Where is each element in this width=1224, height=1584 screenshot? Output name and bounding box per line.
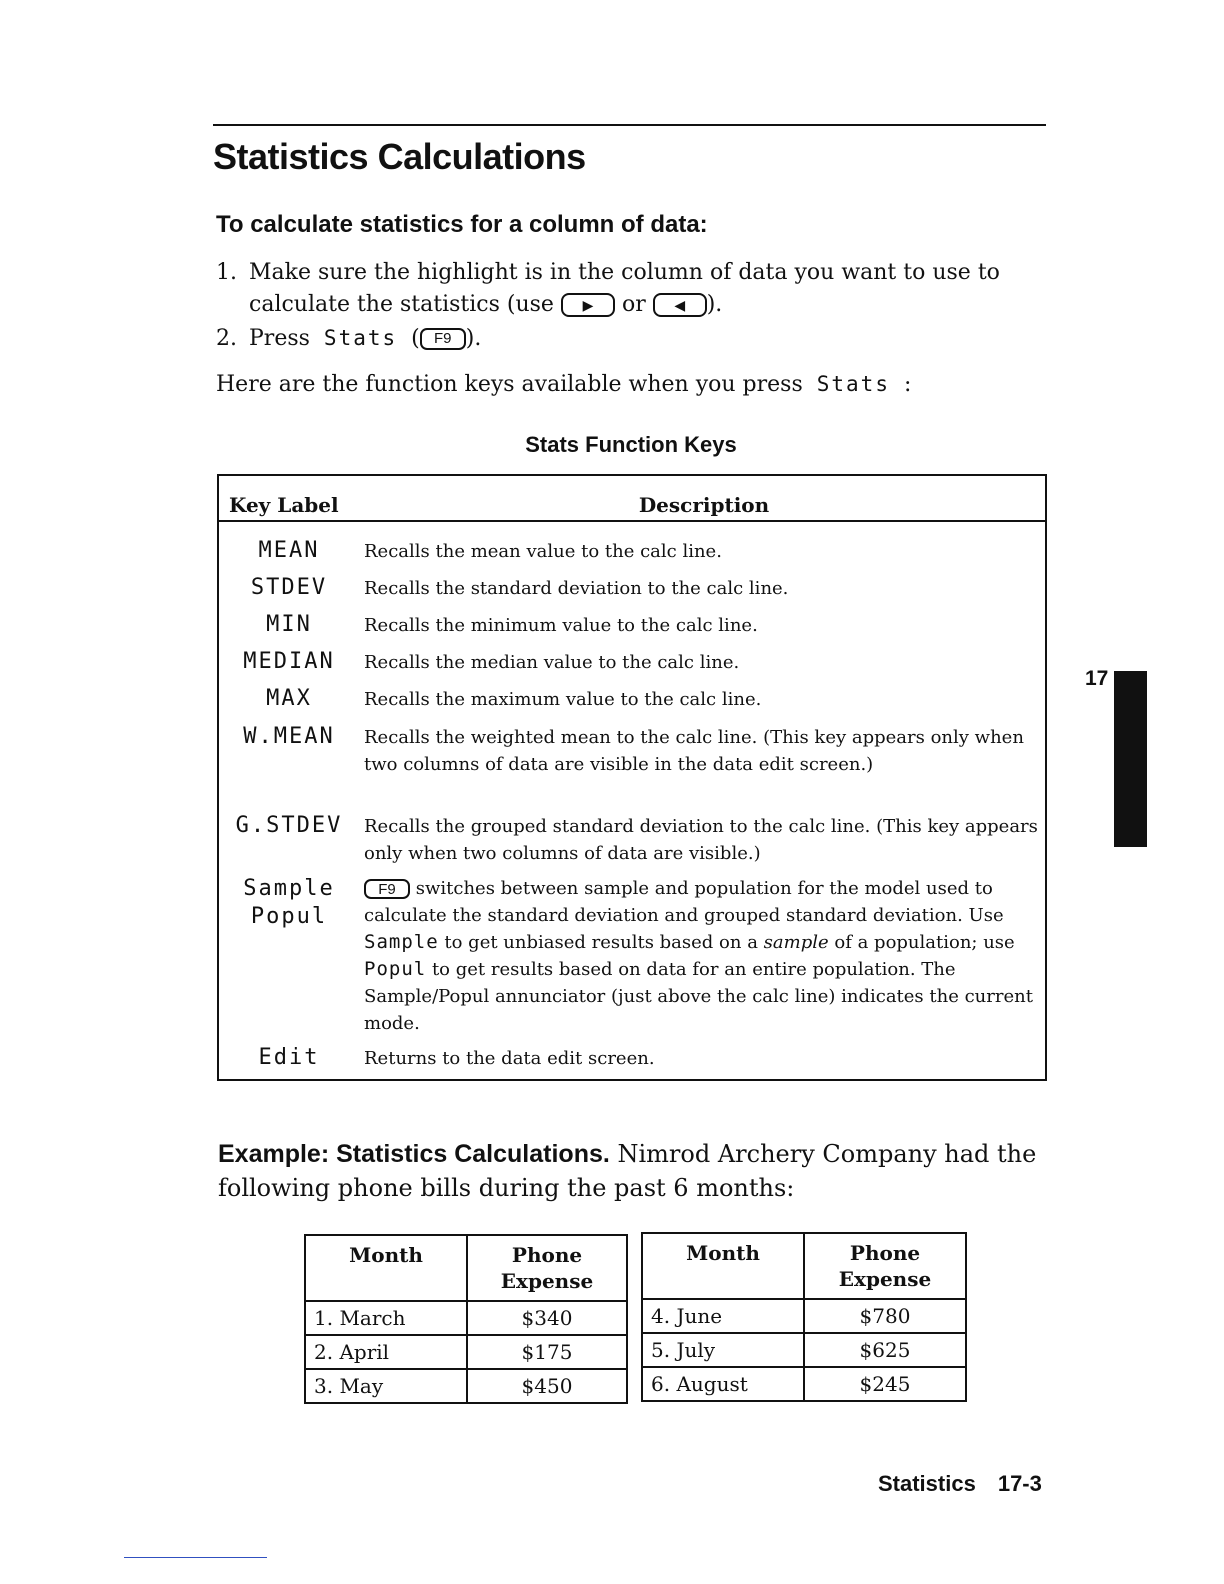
column-header-month: Month: [305, 1235, 467, 1301]
step-1-text: Make sure the highlight is in the column of data you want to use to: [249, 260, 1000, 285]
row-number: 5.: [651, 1338, 671, 1362]
example-lead: [218, 1140, 610, 1168]
month-cell: [305, 1301, 467, 1335]
sample-desc-part-4: to get results based on data for an entire population. The Sample/Popul annunciator (just above the calc line) indicates the current mode.: [364, 959, 1033, 1034]
month-name: June: [676, 1304, 723, 1328]
month-cell: [642, 1367, 804, 1401]
footer-section: Statistics: [878, 1471, 976, 1496]
step-1: [216, 257, 1046, 321]
table-header-row: [305, 1235, 627, 1301]
intro-stats-softkey: Stats: [816, 372, 890, 396]
row-number: 4.: [651, 1304, 671, 1328]
key-description: Recalls the weighted mean to the calc line. (This key appears only when two columns of data are visible in the data edit screen.): [364, 727, 1024, 775]
expense-cell: $245: [804, 1367, 966, 1401]
sample-desc-part-2: to get unbiased results based on a: [444, 932, 758, 953]
chapter-tab-marker: [1114, 671, 1147, 847]
key-label-stdev: STDEV: [250, 575, 328, 600]
key-label-weighted-mean: W.MEAN: [243, 724, 335, 749]
month-name: April: [339, 1340, 390, 1364]
key-label-min: MIN: [266, 612, 312, 637]
function-keys-table-title: Stats Function Keys: [525, 432, 737, 457]
key-label-popul: Popul: [250, 904, 328, 929]
step-1-text-cont: calculate the statistics (use: [249, 292, 554, 317]
expense-table-1: [304, 1234, 628, 1404]
month-name: August: [676, 1372, 748, 1396]
step-2-text: Press: [249, 326, 310, 351]
example-label: Example:: [218, 1140, 330, 1168]
sample-desc-part-1: switches between sample and population for the model used to calculate the standard deviation and grouped standard deviation. Use: [364, 878, 1004, 926]
header-phone: Phone: [849, 1241, 921, 1265]
column-header-key-label: Key Label: [229, 493, 339, 517]
popul-inline-label: Popul: [364, 958, 427, 980]
key-description: Recalls the grouped standard deviation to the calc line. (This key appears only when two columns of data are visible.): [364, 816, 1038, 864]
page-footer: [878, 1471, 1042, 1497]
f9-key-icon: F9: [420, 328, 466, 350]
row-number: 6.: [651, 1372, 671, 1396]
key-label-grouped-stdev: G.STDEV: [235, 813, 343, 838]
row-number: 1.: [314, 1306, 334, 1330]
intro-text: [216, 368, 1046, 401]
column-header-phone-expense: [804, 1233, 966, 1299]
expense-cell: $340: [467, 1301, 627, 1335]
table-row: [305, 1369, 627, 1403]
step-2-close: ).: [465, 326, 482, 351]
page-title: Statistics Calculations: [213, 136, 586, 177]
header-expense: Expense: [838, 1267, 932, 1291]
intro-sentence: Here are the function keys available when you press: [216, 372, 803, 397]
top-rule: [213, 124, 1046, 126]
left-arrow-key-icon: ◀: [653, 293, 707, 317]
key-label-sample: Sample: [243, 876, 335, 901]
header-expense: Expense: [500, 1269, 594, 1293]
example-title: Statistics Calculations.: [336, 1140, 610, 1168]
table-row: [305, 1335, 627, 1369]
month-name: July: [676, 1338, 716, 1362]
table-header-row: [642, 1233, 966, 1299]
month-cell: [305, 1369, 467, 1403]
table-row: [642, 1299, 966, 1333]
expense-cell: $175: [467, 1335, 627, 1369]
key-label-sample-popul: [219, 875, 359, 931]
intro-colon: :: [903, 372, 912, 397]
example-paragraph: [218, 1137, 1048, 1205]
key-description: Returns to the data edit screen.: [364, 1048, 655, 1069]
expense-cell: $780: [804, 1299, 966, 1333]
section-heading: To calculate statistics for a column of data:: [216, 211, 708, 238]
key-label-edit: Edit: [258, 1045, 320, 1070]
step-2-open: (: [411, 326, 420, 351]
expense-cell: $625: [804, 1333, 966, 1367]
key-label-median: MEDIAN: [243, 649, 335, 674]
table-row: [642, 1367, 966, 1401]
column-header-month: Month: [642, 1233, 804, 1299]
step-2: [216, 322, 481, 355]
step-2-number: 2.: [216, 326, 237, 351]
step-1-number: 1.: [216, 260, 237, 285]
table-row: [642, 1333, 966, 1367]
footer-page-number: 17-3: [997, 1471, 1042, 1496]
function-keys-table: [217, 474, 1047, 1081]
bottom-line: [124, 1557, 267, 1558]
right-arrow-key-icon: ▶: [561, 293, 615, 317]
key-description: [364, 875, 1044, 1037]
month-cell: [305, 1335, 467, 1369]
column-header-description: Description: [638, 493, 770, 517]
expense-cell: $450: [467, 1369, 627, 1403]
expense-table-2: [641, 1232, 967, 1402]
sample-inline-label: Sample: [364, 931, 439, 953]
table-header: [219, 476, 1045, 522]
month-cell: [642, 1299, 804, 1333]
sample-desc-part-3: of a population; use: [834, 932, 1015, 953]
column-header-phone-expense: [467, 1235, 627, 1301]
step-1-close: ).: [706, 292, 723, 317]
table-row: [305, 1301, 627, 1335]
month-name: May: [339, 1374, 384, 1398]
row-number: 2.: [314, 1340, 334, 1364]
stats-softkey-label: Stats: [323, 326, 398, 350]
key-description: Recalls the mean value to the calc line.: [364, 541, 722, 562]
f9-key-icon: F9: [364, 879, 410, 899]
sample-italic-word: sample: [763, 932, 829, 953]
example-text: Nimrod Archery Company had the following phone bills during the past 6 months:: [218, 1140, 1037, 1202]
month-name: March: [339, 1306, 406, 1330]
step-1-or: or: [621, 292, 646, 317]
row-number: 3.: [314, 1374, 334, 1398]
key-description: Recalls the minimum value to the calc line.: [364, 615, 758, 636]
key-description: Recalls the standard deviation to the calc line.: [364, 578, 789, 599]
chapter-tab-number: 17: [1085, 667, 1109, 690]
key-label-max: MAX: [266, 686, 312, 711]
month-cell: [642, 1333, 804, 1367]
key-description: Recalls the median value to the calc line.: [364, 652, 740, 673]
header-phone: Phone: [511, 1243, 583, 1267]
key-label-mean: MEAN: [258, 538, 320, 563]
key-description: Recalls the maximum value to the calc line.: [364, 689, 762, 710]
